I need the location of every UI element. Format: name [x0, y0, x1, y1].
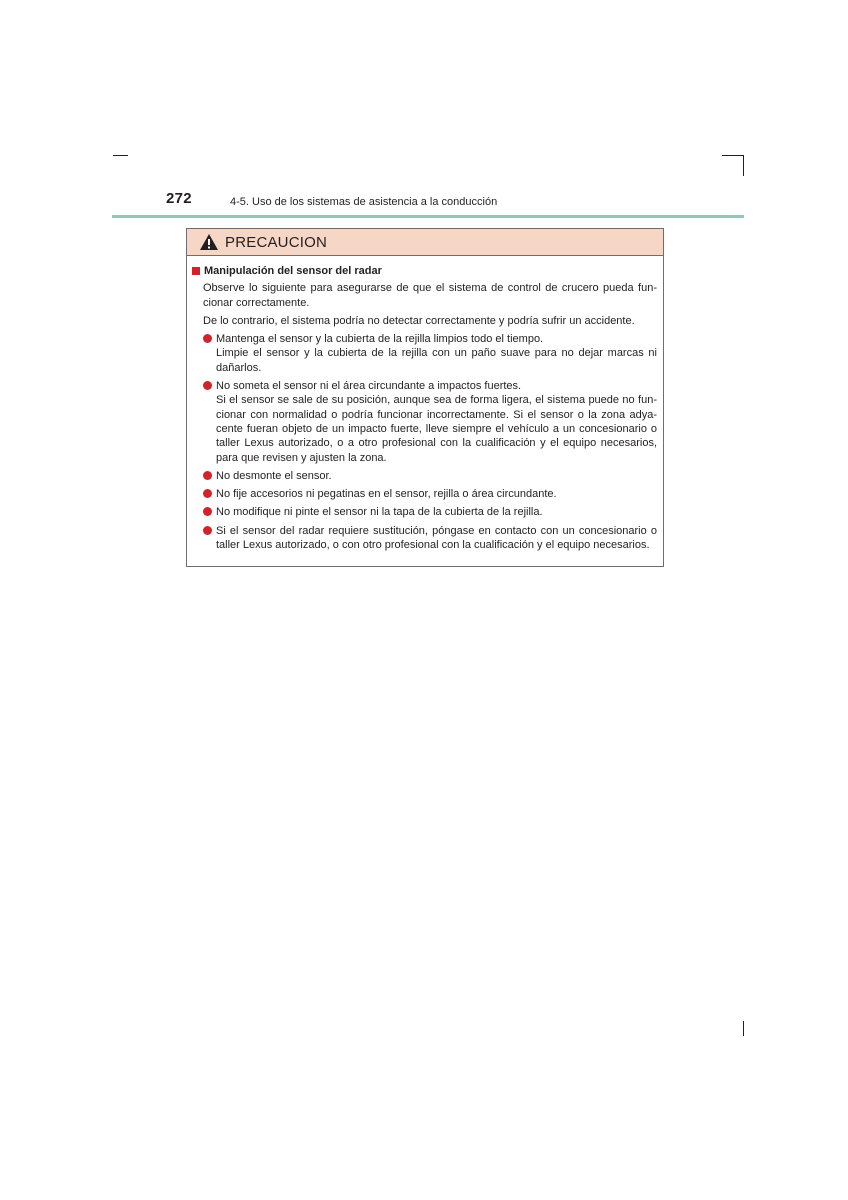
round-bullet-icon [203, 507, 212, 516]
caution-list [192, 332, 657, 552]
square-bullet-icon [192, 267, 200, 275]
caution-body [187, 256, 663, 566]
page-number: 272 [166, 190, 192, 207]
list-item [203, 469, 657, 483]
list-item [203, 332, 657, 375]
list-item-text: Si el sensor del radar requiere sustitución, póngase en contacto con un concesionario o taller Lexus autorizado, o con otro profesional con la cualificación y el equipo necesarios. [216, 524, 657, 552]
crop-mark-top-left [113, 155, 128, 156]
crop-mark-bottom-right [743, 1021, 744, 1036]
paragraph: Observe lo siguiente para asegurarse de que el sistema de control de crucero pueda fun-cionar correctamente. [203, 282, 657, 309]
caution-box [186, 228, 664, 567]
list-item [203, 487, 657, 501]
round-bullet-icon [203, 381, 212, 390]
header-rule [112, 215, 744, 218]
list-item-line: Si el sensor se sale de su posición, aunque sea de forma ligera, el sistema puede no fun-cionar con normalidad o podría funcionar incorrectamente. Si el sensor o la zona adya-cente fueran objeto de un impacto fuerte, lleve siempre el vehículo a un concesionario o taller Lexus autorizado, o a otro profesional con la cualificación y el equipo necesarios, para que revisen y ajusten la zona. [216, 394, 657, 464]
caution-header [187, 229, 663, 256]
section-title: 4-5. Uso de los sistemas de asistencia a la conducción [230, 196, 498, 208]
round-bullet-icon [203, 471, 212, 480]
round-bullet-icon [203, 489, 212, 498]
subheading [192, 264, 657, 278]
list-item-text [216, 379, 657, 465]
list-item-text: No fije accesorios ni pegatinas en el sensor, rejilla o área circundante. [216, 488, 557, 501]
crop-mark-top-right-vertical [743, 155, 744, 176]
list-item [203, 524, 657, 553]
list-item-line: No someta el sensor ni el área circundante a impactos fuertes. [216, 380, 522, 393]
list-item [203, 505, 657, 519]
caution-title: PRECAUCION [225, 233, 328, 251]
round-bullet-icon [203, 334, 212, 343]
list-item-text [216, 332, 657, 375]
paragraph: De lo contrario, el sistema podría no detectar correctamente y podría sufrir un accidente. [203, 314, 635, 327]
list-item-text: No modifique ni pinte el sensor ni la tapa de la cubierta de la rejilla. [216, 506, 543, 519]
warning-triangle-icon [199, 233, 219, 251]
list-item-text: No desmonte el sensor. [216, 469, 332, 482]
subheading-text: Manipulación del sensor del radar [204, 265, 382, 277]
round-bullet-icon [203, 526, 212, 535]
list-item-line: Mantenga el sensor y la cubierta de la rejilla limpios todo el tiempo. [216, 333, 544, 346]
crop-mark-top-right-horizontal [722, 155, 744, 156]
list-item-line: Limpie el sensor y la cubierta de la rejilla con un paño suave para no dejar marcas ni dañarlos. [216, 347, 657, 374]
list-item [203, 379, 657, 465]
